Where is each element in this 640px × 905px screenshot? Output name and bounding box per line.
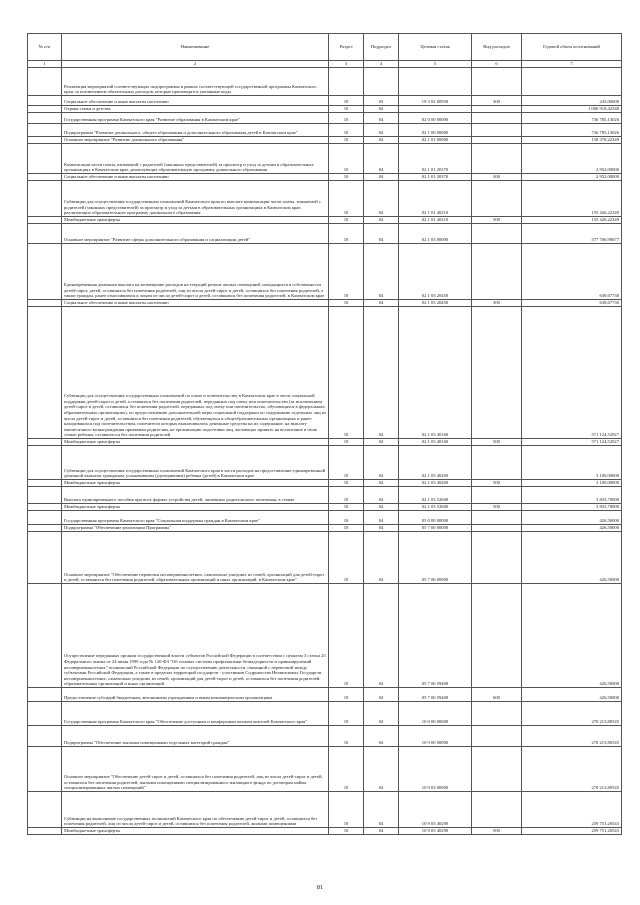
cell-section: 10 (329, 300, 364, 307)
table-row (28, 525, 622, 532)
cell-amount: 270 213,80545 (522, 726, 622, 747)
cell-section: 10 (329, 511, 364, 525)
cell-exp-type (472, 726, 522, 747)
cell-section: 10 (329, 747, 364, 792)
table-row (28, 144, 622, 174)
cell-target (399, 68, 472, 96)
cell-target: 02 0 00 00000 (399, 113, 472, 124)
cell-section: 10 (329, 244, 364, 300)
cell-subsection: 04 (364, 307, 399, 439)
cell-name: Межбюджетные трансферты (62, 480, 329, 487)
cell-num (28, 96, 62, 106)
cell-num (28, 702, 62, 726)
col-num-3: 3 (329, 61, 364, 68)
cell-section: 10 (329, 446, 364, 480)
cell-section: 10 (329, 113, 364, 124)
cell-target: 10 0 00 00000 (399, 702, 472, 726)
cell-name: Подпрограмма "Обеспечение жилыми помещениями отдельных категорий граждан" (62, 726, 329, 747)
cell-num (28, 68, 62, 96)
cell-section: 10 (329, 525, 364, 532)
cell-section: 10 (329, 688, 364, 702)
cell-name: Государственная программа Камчатского края "Обеспечение доступным и комфортным жильем жителей Камчатского края" (62, 702, 329, 726)
cell-section: 10 (329, 532, 364, 584)
cell-section: 10 (329, 224, 364, 244)
header-num: № п/п (28, 34, 62, 61)
table-row (28, 828, 622, 835)
cell-target: 05 7 06 59400 (399, 688, 472, 702)
cell-section: 10 (329, 480, 364, 487)
cell-section: 10 (329, 726, 364, 747)
cell-name: Государственная программа Камчатского края "Социальная поддержка граждан в Камчатском крае" (62, 511, 329, 525)
cell-subsection (364, 68, 399, 96)
cell-target: 10 9 00 00000 (399, 726, 472, 747)
table-row (28, 487, 622, 504)
cell-amount: 3 100,00000 (522, 480, 622, 487)
cell-subsection: 04 (364, 480, 399, 487)
header-section: Раздел (329, 34, 364, 61)
cell-section: 10 (329, 174, 364, 181)
cell-name: Субвенции для осуществления государственных полномочий Камчатского края в части расходов на предоставление единовременной денежной выплаты гражданам, усыновившим (удочерившим) ребенка (детей) в Камчатском крае (62, 446, 329, 480)
table-row (28, 307, 622, 439)
cell-exp-type (472, 144, 522, 174)
page-number: 81 (316, 884, 324, 891)
cell-exp-type (472, 113, 522, 124)
cell-subsection: 04 (364, 124, 399, 137)
cell-section: 10 (329, 702, 364, 726)
cell-name: Межбюджетные трансферты (62, 217, 329, 224)
cell-section: 10 (329, 504, 364, 511)
cell-name: Подпрограмма "Обеспечение реализации Программы" (62, 525, 329, 532)
cell-subsection: 04 (364, 504, 399, 511)
cell-num (28, 487, 62, 504)
cell-exp-type (472, 584, 522, 688)
cell-num (28, 532, 62, 584)
cell-target: 02 1 01 00000 (399, 137, 472, 144)
cell-section: 10 (329, 828, 364, 835)
cell-amount: 3 833,70000 (522, 487, 622, 504)
cell-target: 02 1 03 40200 (399, 480, 472, 487)
cell-name: Охрана семьи и детства (62, 106, 329, 113)
cell-num (28, 144, 62, 174)
cell-name: Межбюджетные трансферты (62, 439, 329, 446)
cell-section (329, 68, 364, 96)
cell-subsection: 04 (364, 532, 399, 584)
cell-amount: 426,50000 (522, 532, 622, 584)
cell-amount: 638,67730 (522, 300, 622, 307)
table-row (28, 96, 622, 106)
cell-section: 10 (329, 217, 364, 224)
cell-subsection: 04 (364, 244, 399, 300)
cell-subsection: 04 (364, 584, 399, 688)
col-num-6: 6 (472, 61, 522, 68)
cell-name: Межбюджетные трансферты (62, 828, 329, 835)
cell-amount: 259 751,20543 (522, 792, 622, 828)
cell-name: Реализация мероприятий соответствующих подпрограммы в рамках соответствующей государственной программы Камчатского края, за исключением обязательных расходов, которые производятся указанные коды (62, 68, 329, 96)
cell-section: 10 (329, 307, 364, 439)
cell-subsection: 04 (364, 113, 399, 124)
column-number-row (28, 61, 622, 68)
cell-target: 02 1 03 40160 (399, 307, 472, 439)
cell-amount: 638,67730 (522, 244, 622, 300)
header-subsection: Подраздел (364, 34, 399, 61)
cell-subsection: 04 (364, 217, 399, 224)
cell-exp-type: 500 (472, 217, 522, 224)
cell-exp-type: 300 (472, 174, 522, 181)
table-row (28, 511, 622, 525)
budget-table (27, 33, 622, 835)
table-body (28, 68, 622, 835)
cell-subsection: 04 (364, 439, 399, 446)
cell-target: 05 7 06 59400 (399, 584, 472, 688)
cell-name: Компенсация части платы, взимаемой с родителей (законных представителей) за присмотр и уход за детьми в образовательных организациях в Камчатском крае, реализующих образовательную программу дошкольного образования (62, 144, 329, 174)
cell-target (399, 106, 472, 113)
cell-name: Основное мероприятие "Развитие сферы дополнительного образования и социализации детей" (62, 224, 329, 244)
header-amount: Годовой объем ассигнований (522, 34, 622, 61)
cell-amount: 1 006 918,42548 (522, 106, 622, 113)
cell-name: Единовременная денежная выплата на возмещение расходов на текущий ремонт жилых помещений, находящихся в собственности детей-сирот, детей, оставшихся без попечения родителей, лиц из числа детей-сирот и детей, оставшихся без попечения родителей, а также граждан, ранее относившихся к лицам из числа детей-сирот и детей, оставшихся без попечения родителей, в Камчатском крае (62, 244, 329, 300)
header-target: Целевая статья (399, 34, 472, 61)
cell-exp-type: 500 (472, 504, 522, 511)
table-row (28, 792, 622, 828)
cell-name: Социальное обеспечение и иные выплаты населению (62, 300, 329, 307)
cell-exp-type (472, 487, 522, 504)
cell-exp-type (472, 224, 522, 244)
cell-exp-type (472, 124, 522, 137)
cell-subsection: 04 (364, 106, 399, 113)
cell-subsection: 04 (364, 181, 399, 217)
table-row (28, 68, 622, 96)
cell-section: 10 (329, 137, 364, 144)
cell-exp-type (472, 106, 522, 113)
cell-target: 02 1 03 52600 (399, 487, 472, 504)
header-row (28, 34, 622, 61)
cell-name: Субвенции для осуществления государственных полномочий по опеке и попечительству в Камчатском крае в части социальной поддержки детей-сирот и детей, оставшихся без попечения родителей, переданных под опеку или попечительство (за исключением детей-сирот и детей, оставшихся без попечения родителей, переданных под опеку или попечительство, обучающихся в федеральных образовательных организациях), по предоставлению дополнительной меры социальной поддержки по содержанию отдельных лиц из числа детей-сирот и детей, оставшихся без попечения родителей, обучающихся в общеобразовательных организациях и ранее находившихся под попечительством, попечители которых выплачивались денежные средства на их содержание, на выплату ежемесячного вознаграждения приемным родителям, на организацию подготовки лиц, желающих принять на воспитание в свою семью ребенка, оставшегося без попечения родителей (62, 307, 329, 439)
cell-num (28, 113, 62, 124)
cell-target: 05 7 00 00000 (399, 525, 472, 532)
cell-name: Субвенции для осуществления государственных полномочий Камчатского края по выплате компенсации части платы, взимаемой с родителей (законных представителей) за присмотр и уход за детьми в образовательных организациях в Камчатском крае, реализующих образовательную программу дошкольного образования (62, 181, 329, 217)
cell-num (28, 439, 62, 446)
header-name: Наименование (62, 34, 329, 61)
cell-target: 02 1 03 20450 (399, 244, 472, 300)
cell-amount: 2 952,00000 (522, 144, 622, 174)
cell-exp-type (472, 446, 522, 480)
cell-target: 02 1 03 20450 (399, 300, 472, 307)
cell-subsection: 04 (364, 300, 399, 307)
cell-amount: 2 952,00000 (522, 174, 622, 181)
cell-section: 10 (329, 106, 364, 113)
cell-name: Государственная программа Камчатского края "Развитие образования в Камчатском крае" (62, 113, 329, 124)
cell-exp-type: 300 (472, 96, 522, 106)
table-row (28, 439, 622, 446)
cell-section: 10 (329, 792, 364, 828)
cell-num (28, 300, 62, 307)
cell-target: 02 1 03 00000 (399, 224, 472, 244)
cell-target: 19 3 02 00950 (399, 96, 472, 106)
table-row (28, 584, 622, 688)
cell-num (28, 181, 62, 217)
cell-exp-type (472, 702, 522, 726)
col-num-7: 7 (522, 61, 622, 68)
cell-exp-type (472, 137, 522, 144)
cell-num (28, 688, 62, 702)
cell-amount: 155 426,22349 (522, 181, 622, 217)
cell-num (28, 244, 62, 300)
cell-exp-type (472, 181, 522, 217)
cell-subsection: 04 (364, 224, 399, 244)
cell-subsection: 04 (364, 511, 399, 525)
cell-amount: 736 785,13026 (522, 124, 622, 137)
cell-amount: 259 751,20543 (522, 828, 622, 835)
cell-name: Основное мероприятие "Обеспечение детей-сирот и детей, оставшихся без попечения родителей, лиц из числа детей-сирот и детей, оставшихся без попечения родителей, жилыми помещениями специализированного жилищного фонда по договорам найма специализированных жилых помещений" (62, 747, 329, 792)
cell-amount: 426,50000 (522, 584, 622, 688)
table-row (28, 726, 622, 747)
cell-section: 10 (329, 584, 364, 688)
cell-num (28, 106, 62, 113)
cell-exp-type: 500 (472, 439, 522, 446)
cell-target: 02 1 01 20370 (399, 174, 472, 181)
header-exp-type: Вид расходов (472, 34, 522, 61)
table-row (28, 224, 622, 244)
cell-exp-type: 500 (472, 828, 522, 835)
col-num-1: 1 (28, 61, 62, 68)
cell-exp-type (472, 511, 522, 525)
table-row (28, 504, 622, 511)
cell-exp-type: 300 (472, 300, 522, 307)
cell-exp-type (472, 792, 522, 828)
table-row (28, 480, 622, 487)
cell-target: 05 0 00 00000 (399, 511, 472, 525)
cell-num (28, 217, 62, 224)
cell-exp-type (472, 307, 522, 439)
cell-target: 02 1 00 00000 (399, 124, 472, 137)
cell-target: 10 9 03 40290 (399, 792, 472, 828)
cell-num (28, 224, 62, 244)
cell-exp-type (472, 525, 522, 532)
cell-name: Социальное обеспечение и иные выплаты населению (62, 174, 329, 181)
cell-subsection: 03 (364, 96, 399, 106)
cell-num (28, 747, 62, 792)
col-num-5: 5 (399, 61, 472, 68)
cell-exp-type: 600 (472, 688, 522, 702)
cell-amount: 3 833,70000 (522, 504, 622, 511)
cell-exp-type: 500 (472, 480, 522, 487)
table-row (28, 532, 622, 584)
cell-name: Осуществление переданных органам государственной власти субъектов Российской Федерации в соответствии с пунктом 3 статьи 25 Федерального закона от 24 июня 1999 года № 120-ФЗ "Об основах системы профилактики безнадзорности и правонарушений несовершеннолетних" полномочий Российской Федерации по осуществлению деятельности, связанной с перевозкой между субъектами Российской Федерации, а также в пределах территорий государств - участников Содружества Независимых Государств несовершеннолетних, самовольно ушедших из семей, организаций для детей-сирот и детей, оставшихся без попечения родителей, образовательных организаций и иных организаций (62, 584, 329, 688)
cell-section: 10 (329, 487, 364, 504)
cell-subsection: 04 (364, 747, 399, 792)
cell-num (28, 137, 62, 144)
cell-amount: 3 100,00000 (522, 446, 622, 480)
cell-amount: 155 426,22349 (522, 217, 622, 224)
cell-num (28, 446, 62, 480)
table-row (28, 702, 622, 726)
cell-name: Предоставление субсидий бюджетным, автономным учреждениям и иным некоммерческим организациям (62, 688, 329, 702)
cell-target: 05 7 06 00000 (399, 532, 472, 584)
table-row (28, 747, 622, 792)
cell-amount: 426,50000 (522, 688, 622, 702)
table-row (28, 106, 622, 113)
cell-section: 10 (329, 96, 364, 106)
cell-subsection: 04 (364, 137, 399, 144)
cell-name: Выплата единовременного пособия при всех формах устройства детей, лишенных родительского попечения, в семью (62, 487, 329, 504)
cell-subsection: 04 (364, 446, 399, 480)
table-row (28, 688, 622, 702)
cell-exp-type (472, 244, 522, 300)
cell-num (28, 307, 62, 439)
cell-section: 10 (329, 144, 364, 174)
cell-amount: 571 124,52927 (522, 307, 622, 439)
cell-target: 10 9 03 00000 (399, 747, 472, 792)
cell-amount: 571 124,52927 (522, 439, 622, 446)
cell-subsection: 04 (364, 487, 399, 504)
cell-amount: 270 213,80545 (522, 747, 622, 792)
cell-target: 02 1 01 20370 (399, 144, 472, 174)
table-row (28, 124, 622, 137)
cell-num (28, 174, 62, 181)
cell-section: 10 (329, 439, 364, 446)
cell-exp-type (472, 532, 522, 584)
cell-amount: 426,50000 (522, 511, 622, 525)
cell-num (28, 124, 62, 137)
table-row (28, 446, 622, 480)
cell-subsection: 04 (364, 792, 399, 828)
table-row (28, 174, 622, 181)
col-num-4: 4 (364, 61, 399, 68)
cell-num (28, 828, 62, 835)
cell-name: Межбюджетные трансферты (62, 504, 329, 511)
cell-amount: 736 785,13026 (522, 113, 622, 124)
table-row (28, 137, 622, 144)
cell-target: 02 1 01 40210 (399, 181, 472, 217)
table-row (28, 181, 622, 217)
cell-num (28, 584, 62, 688)
cell-target: 02 1 03 52600 (399, 504, 472, 511)
cell-amount: 158 378,22349 (522, 137, 622, 144)
cell-target: 02 1 01 40210 (399, 217, 472, 224)
cell-num (28, 525, 62, 532)
cell-target: 02 1 03 40160 (399, 439, 472, 446)
cell-num (28, 511, 62, 525)
cell-subsection: 04 (364, 828, 399, 835)
cell-name: Социальное обеспечение и иные выплаты населению (62, 96, 329, 106)
cell-amount: 426,50000 (522, 525, 622, 532)
table-row (28, 113, 622, 124)
cell-amount: 577 706,90677 (522, 224, 622, 244)
cell-exp-type (472, 68, 522, 96)
table-row (28, 217, 622, 224)
cell-section: 10 (329, 181, 364, 217)
cell-num (28, 792, 62, 828)
cell-subsection: 04 (364, 688, 399, 702)
cell-num (28, 504, 62, 511)
table-row (28, 300, 622, 307)
cell-num (28, 726, 62, 747)
cell-amount: 270 213,80545 (522, 702, 622, 726)
cell-name: Основное мероприятие "Развитие дошкольного образования" (62, 137, 329, 144)
cell-amount: 243,00000 (522, 96, 622, 106)
cell-target: 02 1 03 40200 (399, 446, 472, 480)
cell-name: Основное мероприятие "Обеспечение перевозки несовершеннолетних, самовольно ушедших из семей, организаций для детей-сирот и детей, оставшихся без попечения родителей, образовательных организаций и иных организаций, в Камчатском крае" (62, 532, 329, 584)
cell-subsection: 04 (364, 726, 399, 747)
cell-subsection: 04 (364, 174, 399, 181)
col-num-2: 2 (62, 61, 329, 68)
cell-amount (522, 68, 622, 96)
cell-subsection: 04 (364, 525, 399, 532)
cell-num (28, 480, 62, 487)
cell-subsection: 04 (364, 702, 399, 726)
cell-section: 10 (329, 124, 364, 137)
cell-name: Подпрограмма "Развитие дошкольного, общего образования и дополнительного образования детей в Камчатском крае" (62, 124, 329, 137)
cell-name: Субвенции на выполнение государственных полномочий Камчатского края по обеспечению детей-сирот и детей, оставшихся без попечения родителей, лиц из числа детей-сирот и детей, оставшихся без попечения родителей, жилыми помещениями (62, 792, 329, 828)
cell-target: 10 9 03 40290 (399, 828, 472, 835)
cell-subsection: 04 (364, 144, 399, 174)
cell-exp-type (472, 747, 522, 792)
table-row (28, 244, 622, 300)
